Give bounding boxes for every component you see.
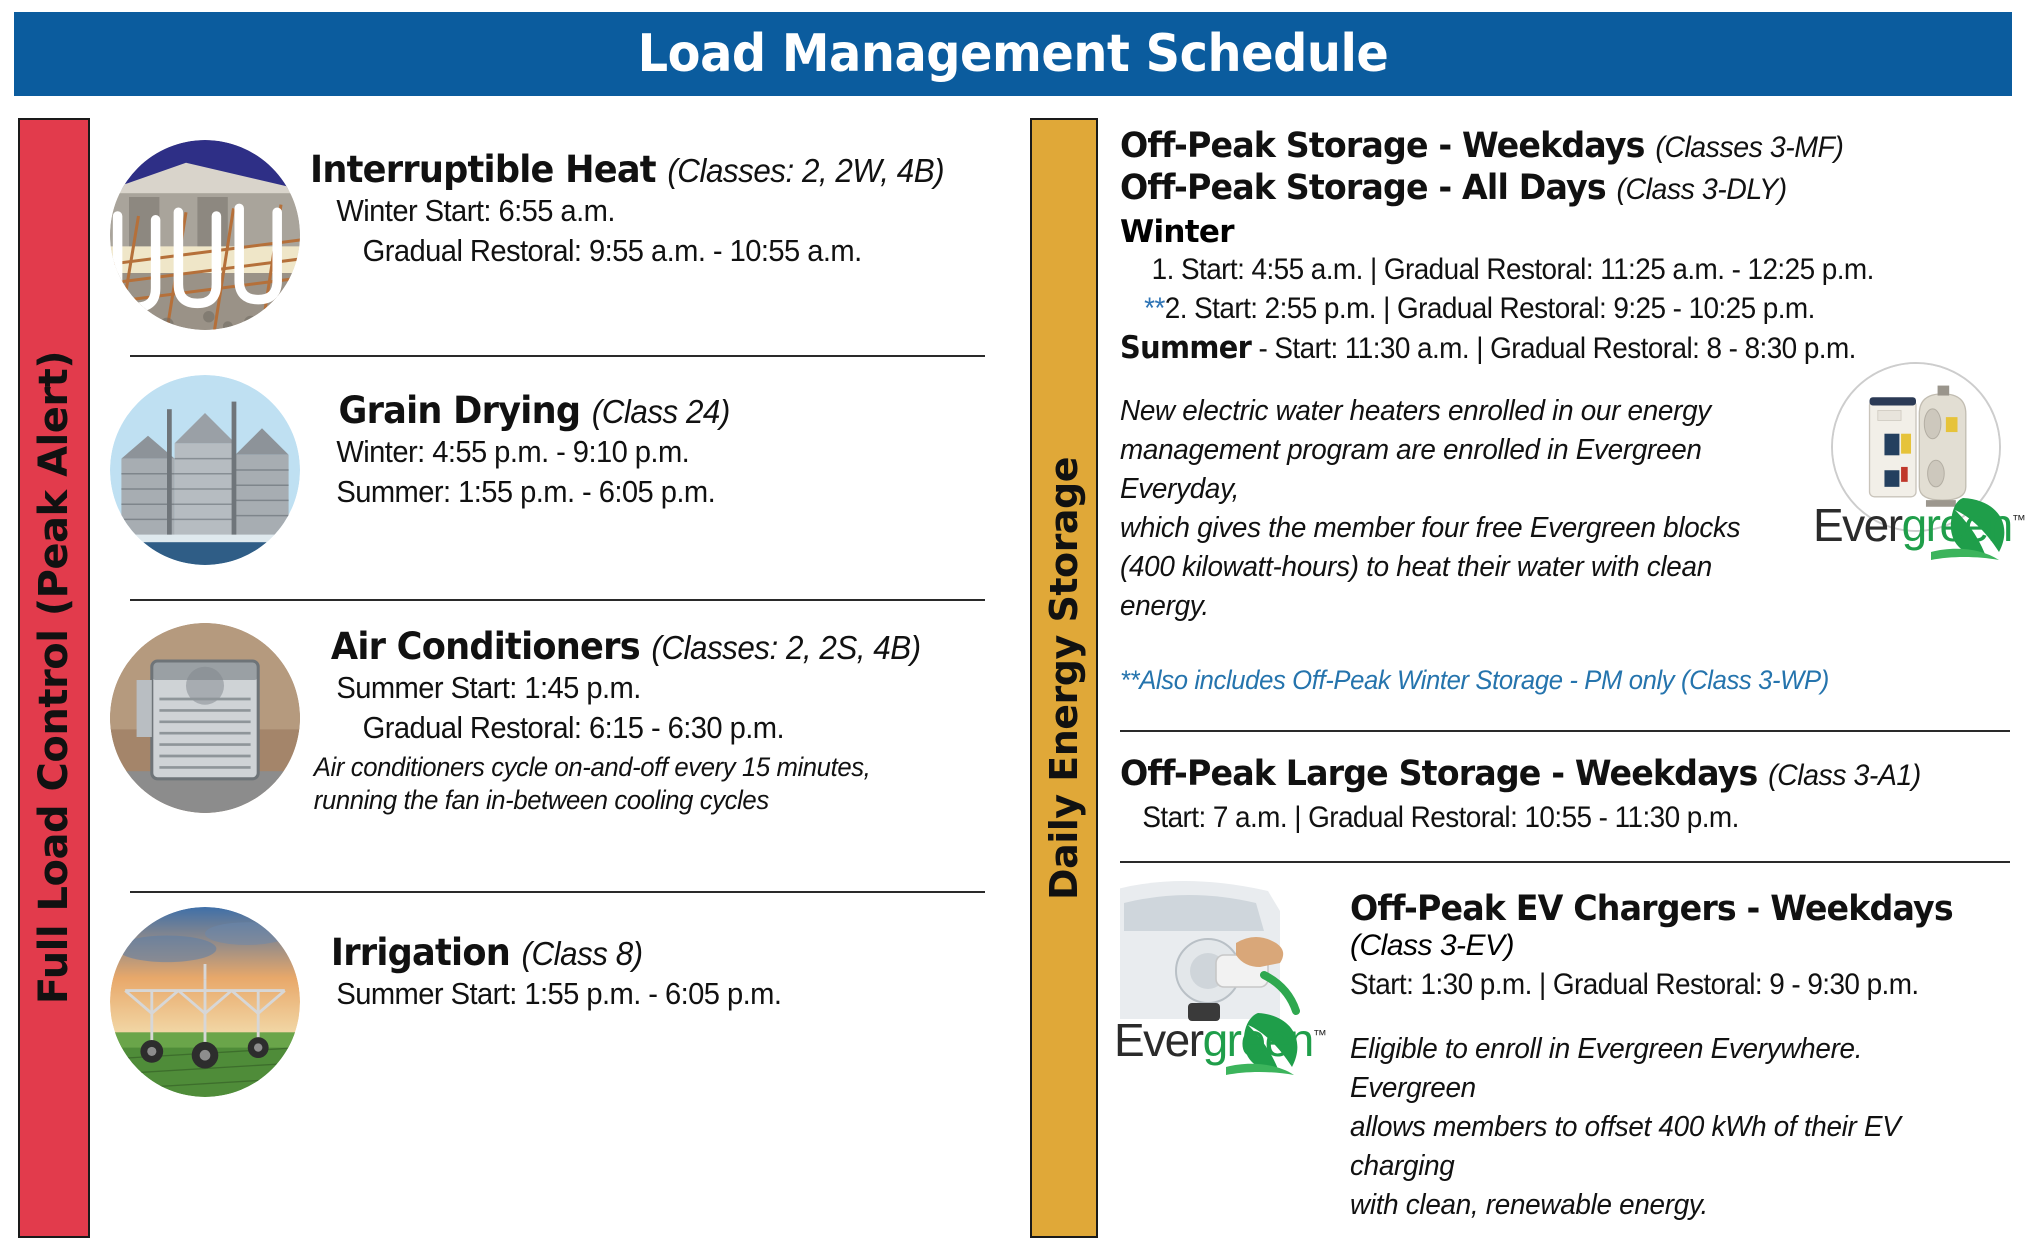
evergreen-logo: [1114, 1007, 1326, 1084]
item-title: Grain Drying (Class 24): [338, 389, 730, 432]
air-conditioner-icon: [110, 623, 300, 813]
item-note: running the fan in-between cooling cycles: [313, 785, 769, 816]
ev-chargers-schedule: Start: 1:30 p.m. | Gradual Restoral: 9 - 9:30 p.m.: [1350, 968, 1919, 1002]
off-peak-storage-alldays-classes: (Class 3-DLY): [1616, 173, 1787, 206]
ev-chargers-classes: (Class 3-EV): [1350, 929, 1515, 963]
list-item-interruptible-heat: [110, 130, 1000, 345]
radiant-floor-heat-icon: [110, 140, 300, 330]
summer-label: Summer: [1120, 330, 1252, 366]
item-classes: (Class 24): [591, 393, 730, 430]
winter-schedule-2: **2. Start: 2:55 p.m. | Gradual Restoral: 9:25 - 10:25 p.m.: [1144, 292, 1815, 325]
schedule-line: Summer Start: 1:45 p.m.: [336, 670, 641, 705]
evergreen-paragraph-line: New electric water heaters enrolled in our energy: [1120, 395, 1711, 428]
section-divider: [130, 891, 985, 893]
item-note: Air conditioners cycle on-and-off every 15 minutes,: [313, 752, 871, 783]
air-conditioner-photo: [110, 623, 300, 813]
evergreen-paragraph-line: management program are enrolled in Evergreen Everyday,: [1120, 434, 1702, 506]
schedule-line: Summer: 1:55 p.m. - 6:05 p.m.: [336, 473, 716, 509]
grain-bins-photo: [110, 375, 300, 565]
evergreen-logo: [1813, 490, 2023, 571]
off-peak-storage-alldays-title: Off-Peak Storage - All Days (Class 3-DLY): [1120, 168, 1787, 208]
section-off-peak-ev-chargers: [1114, 879, 2015, 1224]
section-off-peak-large-storage: [1120, 754, 2015, 837]
schedule-line: Gradual Restoral: 9:55 a.m. - 10:55 a.m.: [362, 232, 862, 268]
evergreen-wordmark: Evergreen™: [1813, 499, 2025, 552]
sidebar-daily-energy-storage: [1030, 118, 1098, 1238]
center-pivot-irrigation-icon: [110, 907, 300, 1097]
item-title: Air Conditioners (Classes: 2, 2S, 4B): [330, 625, 921, 668]
sidebar-left-label: Full Load Control (Peak Alert): [31, 351, 77, 1005]
off-peak-storage-weekdays-title: Off-Peak Storage - Weekdays (Classes 3-MF): [1120, 126, 1844, 166]
ev-evergreen-paragraph-line: Eligible to enroll in Evergreen Everywhere. Evergreen: [1350, 1033, 1863, 1105]
evergreen-wordmark: Evergreen™: [1114, 1014, 1326, 1067]
off-peak-storage-weekdays-classes: (Classes 3-MF): [1655, 131, 1844, 164]
list-item-irrigation: [110, 903, 1000, 1103]
schedule-line: Gradual Restoral: 6:15 - 6:30 p.m.: [362, 709, 785, 745]
evergreen-paragraph-line: (400 kilowatt-hours) to heat their water with clean energy.: [1120, 550, 1712, 622]
large-storage-classes: (Class 3-A1): [1768, 759, 1921, 793]
right-column: [1114, 126, 2025, 1241]
ev-evergreen-paragraph-line: allows members to offset 400 kWh of their EV charging: [1350, 1111, 1901, 1183]
section-off-peak-storage: [1120, 126, 2025, 696]
center-pivot-irrigation-photo: [110, 907, 300, 1097]
item-title: Interruptible Heat (Classes: 2, 2W, 4B): [310, 148, 945, 191]
schedule-line: Winter Start: 6:55 a.m.: [336, 193, 615, 228]
item-classes: (Class 8): [521, 935, 643, 972]
section-divider: [1120, 861, 2010, 863]
list-item-air-conditioners: [110, 611, 1000, 881]
radiant-floor-heat-photo: [110, 140, 300, 330]
storage-footnote: **Also includes Off-Peak Winter Storage - PM only (Class 3-WP): [1120, 665, 1829, 696]
grain-bins-icon: [110, 375, 300, 565]
large-storage-title: Off-Peak Large Storage - Weekdays (Class 3-A1): [1120, 754, 1921, 795]
section-divider: [1120, 730, 2010, 732]
large-storage-schedule: Start: 7 a.m. | Gradual Restoral: 10:55 - 11:30 p.m.: [1142, 801, 1739, 835]
item-classes: (Classes: 2, 2W, 4B): [667, 152, 945, 189]
page-title: Load Management Schedule: [637, 24, 1389, 84]
evergreen-paragraph-line: which gives the member four free Evergreen blocks: [1120, 511, 1741, 544]
page-header: [14, 12, 2012, 96]
footnote-marker: **: [1144, 292, 1165, 325]
item-title: Irrigation (Class 8): [330, 931, 643, 974]
left-column: [110, 130, 1000, 1240]
summer-schedule: Summer - Start: 11:30 a.m. | Gradual Restoral: 8 - 8:30 p.m.: [1120, 330, 1856, 366]
ev-chargers-title: Off-Peak EV Chargers - Weekdays: [1350, 889, 1953, 930]
schedule-line: Summer Start: 1:55 p.m. - 6:05 p.m.: [336, 976, 782, 1011]
ev-evergreen-paragraph-line: with clean, renewable energy.: [1350, 1188, 1708, 1221]
section-divider: [130, 599, 985, 601]
winter-label: Winter: [1120, 214, 1234, 250]
sidebar-right-label: Daily Energy Storage: [1042, 456, 1086, 900]
item-classes: (Classes: 2, 2S, 4B): [651, 629, 921, 666]
winter-schedule-1: 1. Start: 4:55 a.m. | Gradual Restoral: 11:25 a.m. - 12:25 p.m.: [1151, 253, 1874, 286]
schedule-line: Winter: 4:55 p.m. - 9:10 p.m.: [336, 434, 690, 469]
sidebar-full-load-control: [18, 118, 90, 1238]
section-divider: [130, 355, 985, 357]
list-item-grain-drying: [110, 367, 1000, 589]
